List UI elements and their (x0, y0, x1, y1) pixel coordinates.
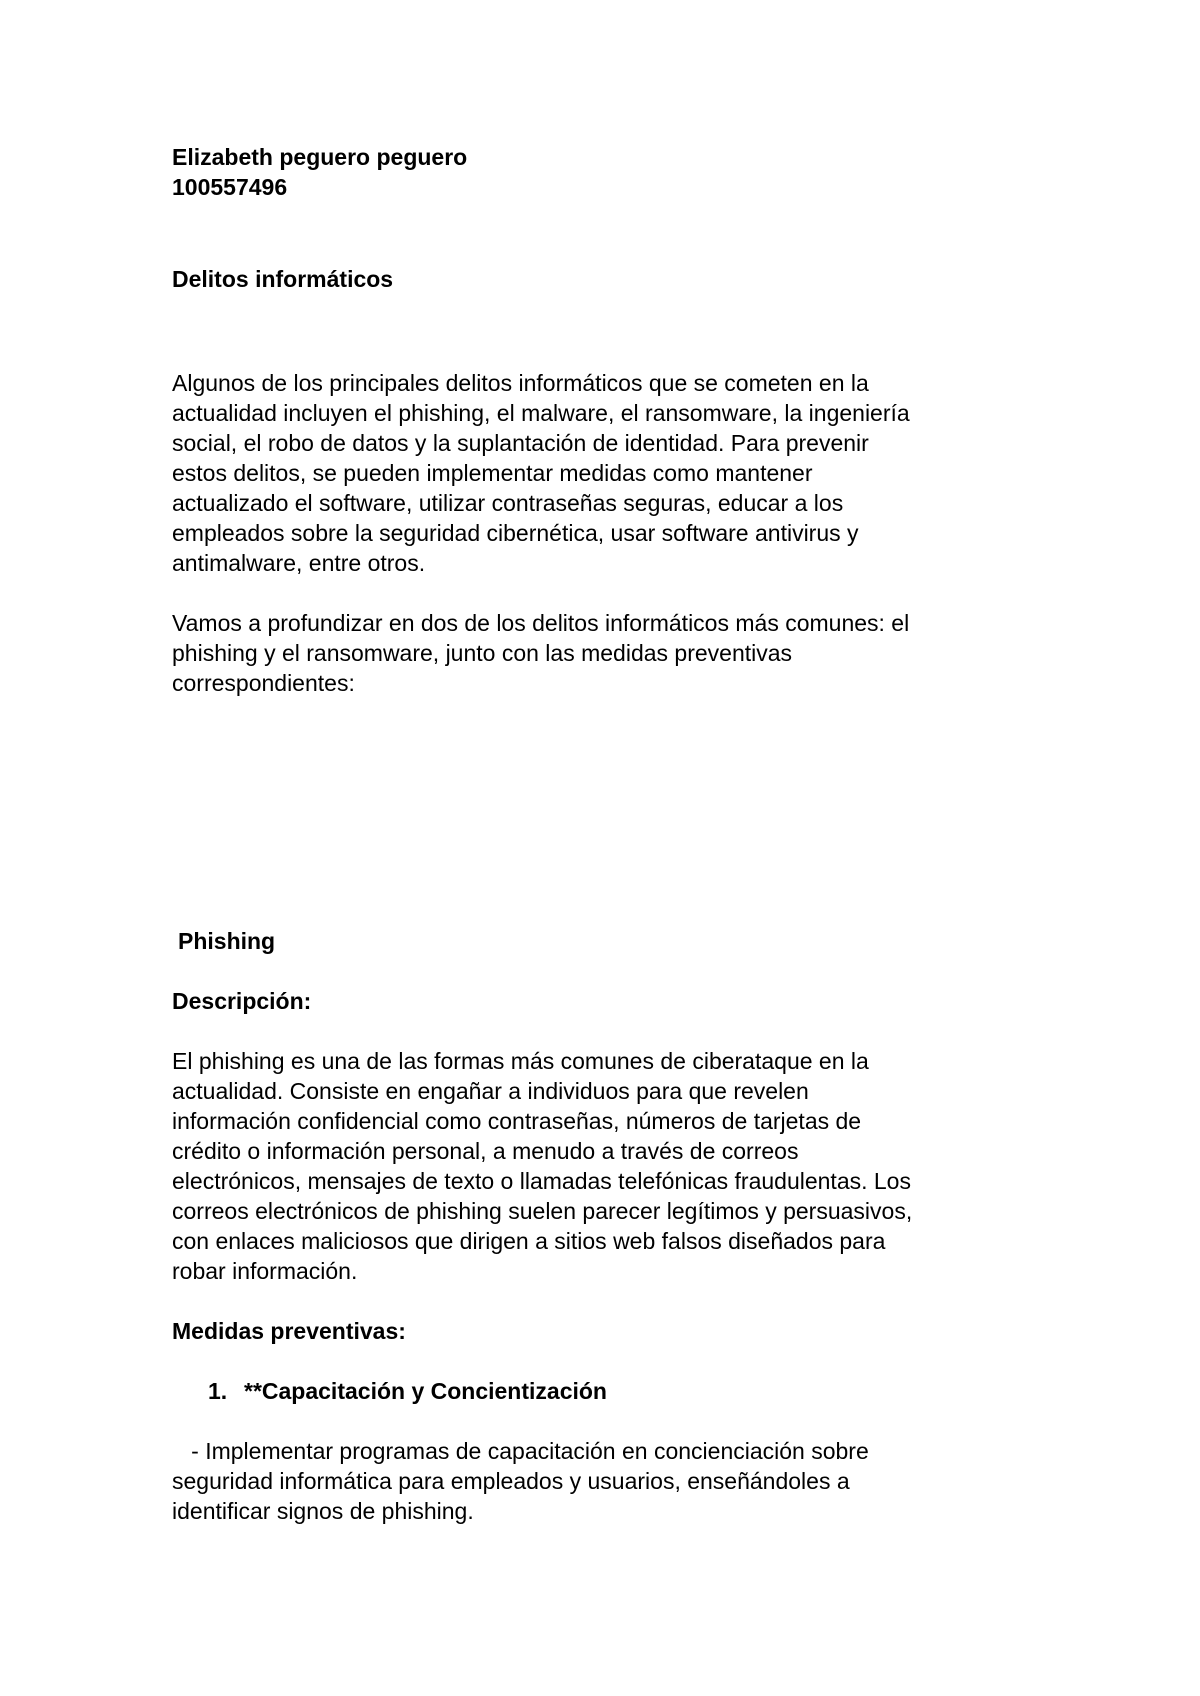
text-line: El phishing es una de las formas más comunes de ciberataque en la (172, 1048, 869, 1074)
list-number: 1. (208, 1378, 228, 1404)
text-line: electrónicos, mensajes de texto o llamadas telefónicas fraudulentas. Los (172, 1168, 911, 1194)
text-line: crédito o información personal, a menudo a través de correos (172, 1138, 799, 1164)
measures-heading: Medidas preventivas: (172, 1318, 406, 1344)
text-line: correos electrónicos de phishing suelen parecer legítimos y persuasivos, (172, 1198, 913, 1224)
text-line: Vamos a profundizar en dos de los delitos informáticos más comunes: el (172, 610, 910, 636)
measure-detail (172, 1436, 1052, 1526)
text-line: antimalware, entre otros. (172, 550, 426, 576)
intro-paragraph-2 (172, 608, 1052, 698)
text-line: actualidad. Consiste en engañar a individuos para que revelen (172, 1078, 809, 1104)
text-line: Algunos de los principales delitos informáticos que se cometen en la (172, 370, 869, 396)
list-item-title: **Capacitación y Concientización (244, 1378, 607, 1404)
text-line: empleados sobre la seguridad cibernética, usar software antivirus y (172, 520, 859, 546)
text-line: con enlaces maliciosos que dirigen a sitios web falsos diseñados para (172, 1228, 886, 1254)
phishing-description (172, 1046, 1052, 1286)
intro-paragraph-1 (172, 368, 1052, 578)
text-line: social, el robo de datos y la suplantación de identidad. Para prevenir (172, 430, 869, 456)
text-line: información confidencial como contraseñas, números de tarjetas de (172, 1108, 862, 1134)
text-line: estos delitos, se pueden implementar medidas como mantener (172, 460, 813, 486)
document-title: Delitos informáticos (172, 266, 394, 292)
author-name: Elizabeth peguero peguero (172, 144, 468, 170)
phishing-heading: Phishing (178, 928, 276, 954)
text-line: robar información. (172, 1258, 358, 1284)
description-heading: Descripción: (172, 988, 312, 1014)
text-line: actualizado el software, utilizar contraseñas seguras, educar a los (172, 490, 844, 516)
author-id: 100557496 (172, 174, 288, 200)
text-line: correspondientes: (172, 670, 355, 696)
text-line: actualidad incluyen el phishing, el malware, el ransomware, la ingeniería (172, 400, 910, 426)
text-line: - Implementar programas de capacitación en concienciación sobre (172, 1438, 869, 1464)
list-item (172, 1376, 1052, 1406)
document-body (172, 142, 1052, 1526)
text-line: identificar signos de phishing. (172, 1498, 474, 1524)
text-line: phishing y el ransomware, junto con las medidas preventivas (172, 640, 793, 666)
text-line: seguridad informática para empleados y usuarios, enseñándoles a (172, 1468, 850, 1494)
